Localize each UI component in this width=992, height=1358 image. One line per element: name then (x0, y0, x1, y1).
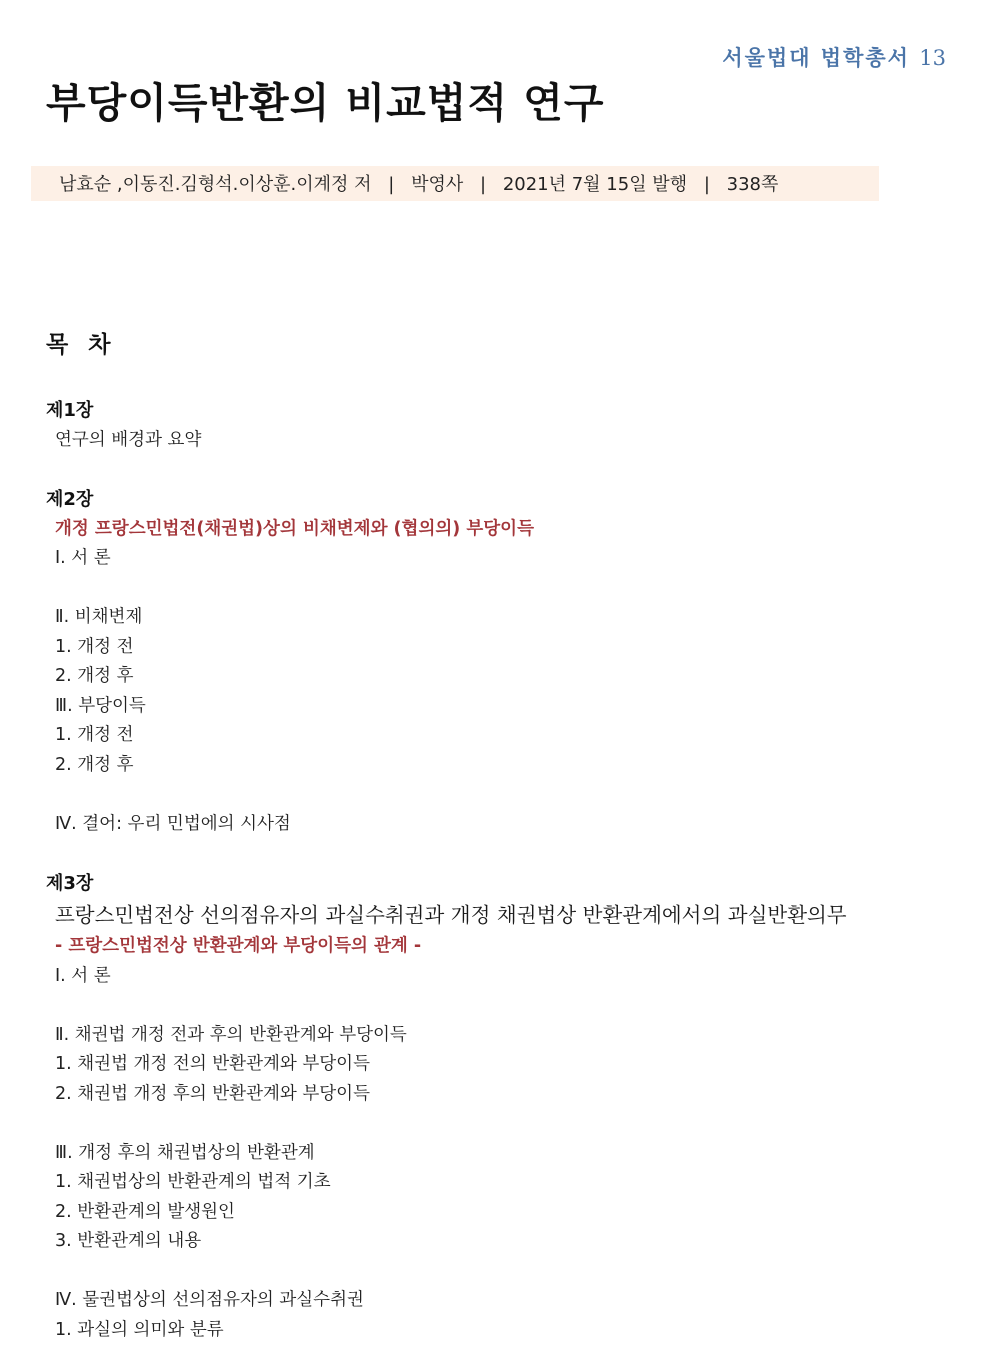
toc-section: Ⅰ. 서 론 (55, 548, 111, 568)
chapter-3-label: 제3장 (46, 872, 94, 894)
toc-section: Ⅲ. 개정 후의 채권법상의 반환관계 (55, 1142, 315, 1163)
chapter-2-label: 제2장 (46, 489, 94, 510)
toc-section: Ⅲ. 부당이득 (55, 695, 146, 716)
book-authors: 남효순 ,이동진.김형석.이상훈.이계정 저 (59, 174, 372, 195)
toc-subsection: 2. 채권법 개정 후의 반환관계와 부당이득 (55, 1083, 370, 1104)
toc-section: Ⅱ. 채권법 개정 전과 후의 반환관계와 부당이득 (55, 1024, 407, 1045)
series-name: 서울법대 법학총서 (722, 45, 910, 70)
toc-subsection: 3. 반환관계의 내용 (55, 1231, 202, 1251)
toc-section: Ⅳ. 물권법상의 선의점유자의 과실수취권 (55, 1290, 364, 1310)
chapter-3-subtitle: - 프랑스민법전상 반환관계와 부당이득의 관계 - (55, 936, 422, 956)
meta-separator: | (480, 174, 487, 195)
toc-subsection: 1. 개정 전 (55, 636, 134, 657)
book-pages: 338쪽 (726, 174, 779, 195)
toc-subsection: 1. 채권법상의 반환관계의 법적 기초 (55, 1172, 331, 1192)
toc-subsection: 1. 과실의 의미와 분류 (55, 1319, 224, 1340)
chapter-3-title: 프랑스민법전상 선의점유자의 과실수취권과 개정 채권법상 반환관계에서의 과실반환의무 (55, 903, 847, 927)
chapter-1-label: 제1장 (46, 400, 94, 421)
table-of-contents (46, 396, 966, 1345)
toc-section: Ⅰ. 서 론 (55, 965, 111, 986)
book-publisher: 박영사 (411, 174, 464, 195)
toc-subsection: 1. 개정 전 (55, 725, 134, 745)
book-title: 부당이득반환의 비교법적 연구 (46, 79, 605, 127)
book-date: 2021년 7월 15일 발행 (502, 174, 688, 195)
toc-section: Ⅳ. 결어: 우리 민법에의 시사점 (55, 813, 291, 834)
book-meta-bar (31, 166, 879, 201)
chapter-1-title: 연구의 배경과 요약 (55, 429, 202, 450)
toc-section: Ⅱ. 비채변제 (55, 607, 143, 627)
chapter-2-title: 개정 프랑스민법전(채권법)상의 비채변제와 (협의의) 부당이득 (55, 518, 534, 539)
meta-separator: | (703, 174, 710, 195)
toc-subsection: 2. 개정 후 (55, 754, 134, 775)
series-label (722, 42, 946, 72)
series-number: 13 (919, 46, 946, 70)
toc-subsection: 1. 채권법 개정 전의 반환관계와 부당이득 (55, 1054, 370, 1074)
toc-heading: 목 차 (46, 332, 117, 358)
toc-subsection: 2. 개정 후 (55, 666, 134, 686)
meta-separator: | (388, 174, 395, 195)
toc-subsection: 2. 반환관계의 발생원인 (55, 1201, 235, 1222)
